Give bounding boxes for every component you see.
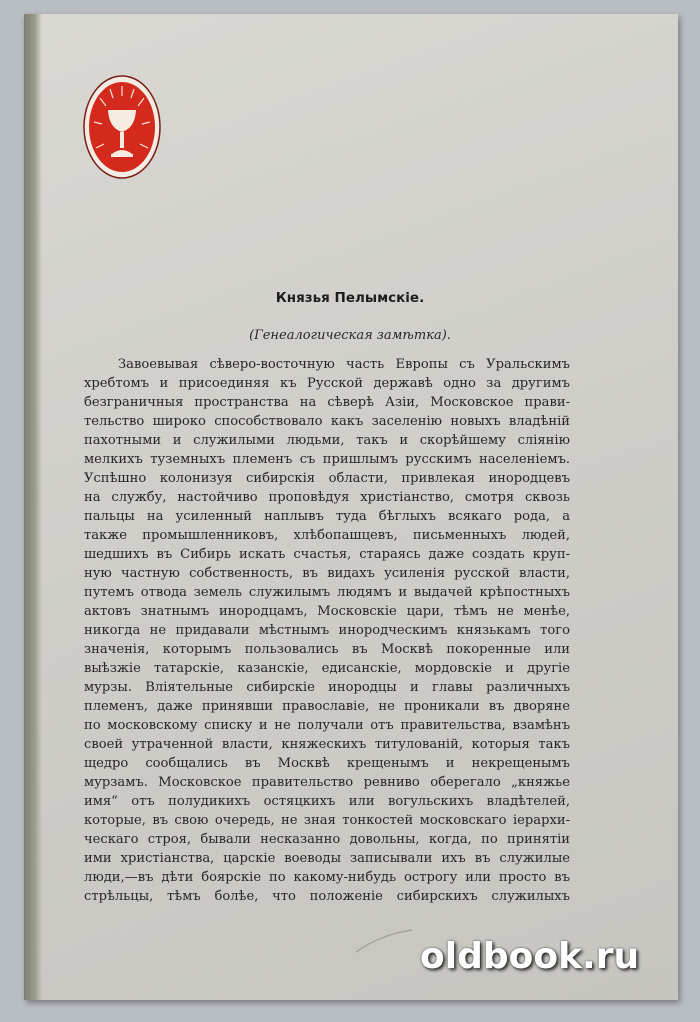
text-line: тельство широко способствовало какъ заселенію новыхъ владѣній	[84, 414, 570, 429]
text-line: выѣзжіе татарскіе, казанскіе, едисанскіе, мордовскіе и другіе	[84, 661, 570, 676]
text-line: которые, въ свою очередь, не зная тонкостей московскаго iерархи-	[84, 813, 570, 828]
document-subtitle: (Генеалогическая замѣтка).	[249, 328, 451, 343]
watermark-text: oldbook.ru	[420, 936, 640, 977]
text-line: на службу, настойчиво проповѣдуя христіанство, смотря сквозь	[84, 490, 570, 505]
text-line: Успѣшно колонизуя сибирскія области, привлекая инородцевъ	[84, 471, 570, 486]
text-line: люди,—въ дѣти боярскіе по какому-нибудь острогу или просто въ	[84, 870, 570, 885]
text-line: щедро сообщались въ Москвѣ крещенымъ и некрещенымъ	[84, 756, 570, 771]
document-title: Князья Пелымскіе.	[275, 290, 425, 306]
text-line: Завоевывая сѣверо-восточную часть Европы съ Уральскимъ	[118, 357, 570, 372]
text-line: хребтомъ и присоединяя къ Русской державѣ одно за другимъ	[84, 376, 570, 391]
text-line: ческаго строя, бывали несказанно довольны, когда, по принятіи	[84, 832, 570, 847]
text-line: ими христіанства, царскіе воеводы записывали ихъ въ служилые	[84, 851, 570, 866]
text-line: стрѣльцы, тѣмъ болѣе, что положеніе сибирскихъ служилыхъ	[84, 889, 570, 904]
text-line: пахотными и служилыми людьми, такъ и скорѣйшему слiянію	[84, 433, 570, 448]
text-line: племенъ, даже принявши православіе, не проникали въ дворяне	[84, 699, 570, 714]
text-line: пальцы на усиленный наплывъ туда бѣглыхъ всякаго рода, а	[84, 509, 570, 524]
text-line: своей утраченной власти, княжескихъ титулованій, которыя такъ	[84, 737, 570, 752]
text-line: путемъ отвода земель служилымъ людямъ и выдачей крѣпостныхъ	[84, 585, 570, 600]
text-line: мурзамъ. Московское правительство ревниво оберегало „княжье	[84, 775, 570, 790]
text-line: по московскому списку и не получали отъ правительства, взамѣнъ	[84, 718, 570, 733]
text-line: мурзы. Вліятельные сибирскіе инородцы и главы различныхъ	[84, 680, 570, 695]
text-line: безграничныя пространства на сѣверѣ Азіи, Московское прави-	[84, 395, 570, 410]
text-line: никогда не придавали мѣстнымъ инородческимъ князькамъ того	[84, 623, 570, 638]
text-line: имя“ отъ полудикихъ остяцкихъ или вогульскихъ владѣтелей,	[84, 794, 570, 809]
text-line: актовъ знатнымъ инородцамъ, Московскіе цари, тѣмъ не менѣе,	[84, 604, 570, 619]
text-line: ную частную собственность, въ видахъ усиленія русской власти,	[84, 566, 570, 581]
text-line: мелкихъ туземныхъ племенъ съ пришлымъ русскимъ населеніемъ.	[84, 452, 570, 467]
text-line: значенія, которымъ пользовались въ Москвѣ покоренные или	[84, 642, 570, 657]
text-line: шедшихъ въ Сибирь искать счастья, стараясь даже создать круп-	[84, 547, 570, 562]
text-line: также промышленниковъ, хлѣбопашцевъ, письменныхъ людей,	[84, 528, 570, 543]
